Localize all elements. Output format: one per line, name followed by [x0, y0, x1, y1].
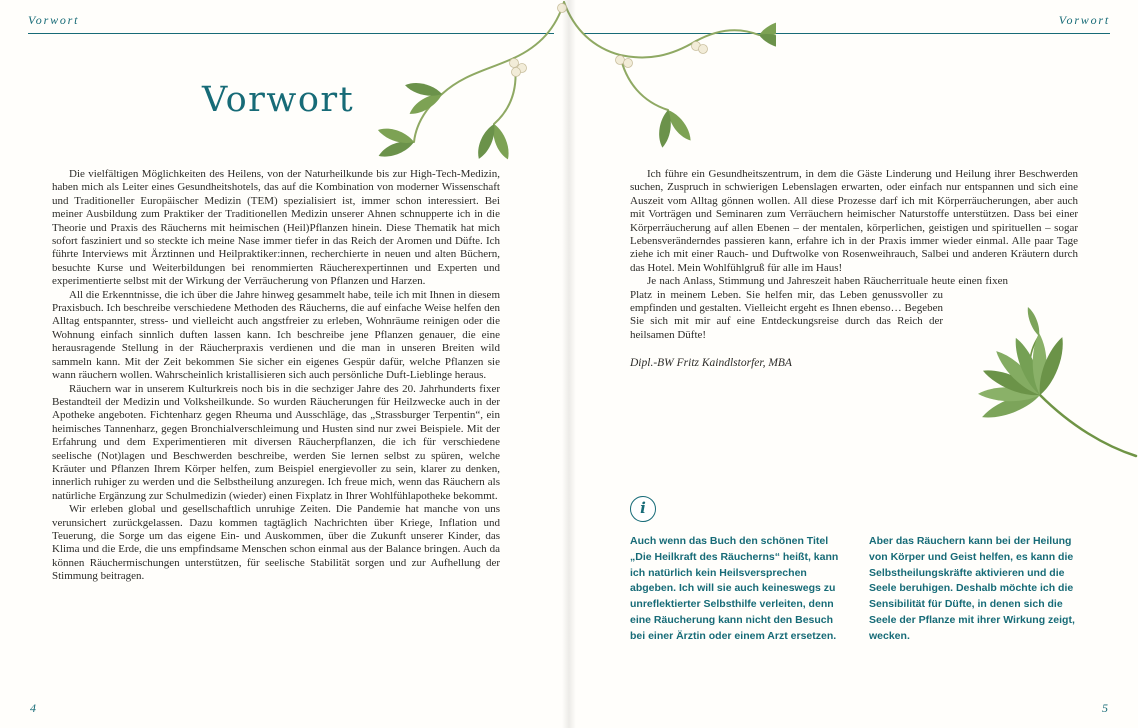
page-number-left: 4: [30, 701, 36, 715]
page-number-right: 5: [1102, 701, 1108, 715]
body-paragraph: Je nach Anlass, Stimmung und Jahreszeit haben Räucherrituale heute einen fixen Platz in meinem Leben. Sie helfen mir, das Leben genussvoller zu empfinden und gestalten. Vielleicht ergeht es Ihnen ebenso… Begeben Sie sich mit mir auf eine Entdeckungsreise durch das Reich der heilsamen Düfte!: [630, 275, 1008, 341]
leaf-illustration: [943, 298, 1138, 463]
infobox-column-left: Auch wenn das Buch den schönen Titel „Die Heilkraft des Räucherns“ heißt, kann ich natürlich kein Heilsversprechen abgeben. Ich will sie auch keineswegs zu unreflektierter Selbsthilfe verleiten, denn eine Räucherung kann nicht den Besuch bei einer Ärztin oder einem Arzt ersetzen.: [630, 535, 839, 642]
running-header-right: Vorwort: [1058, 13, 1110, 27]
infobox-column-right: Aber das Räuchern kann bei der Heilung von Körper und Geist helfen, es kann die Selbstheilungskräfte aktivieren und die Seele beruhigen. Deshalb möchte ich die Sensibilität für Düfte, in denen sich die Seele der Pflanze mit ihrer Wirkung zeigt, wecken.: [869, 535, 1075, 642]
info-icon: i: [630, 496, 656, 522]
body-paragraph: Wir erleben global und gesellschaftlich unruhige Zeiten. Die Pandemie hat manche von uns verunsichert zurückgelassen. Dazu kommen tagtäglich Nachrichten über Kriege, Inflation und Teuerung, die Sorge um das eigene Ein- und Auskommen, über die Zukunft unserer Kinder, das Klima und die Erde, die uns empfindsame Menschen schon einmal aus der Balance bringen. Auch da können Räuchermischungen unterstützen, für seelische Stabilität sorgen und zur Aufhellung der Stimmung beitragen.: [52, 503, 500, 583]
body-paragraph: Ich führe ein Gesundheitszentrum, in dem die Gäste Linderung und Heilung ihrer Beschwerden suchen, Zuspruch in schwierigen Lebenslagen erwarten, oder einfach nur entspannen und sich eine Auszeit vom Alltag gönnen wollen. All diese Prozesse darf ich mit Körperräucherungen, aber auch mit Vorträgen und Seminaren zum Verräuchern heimischer Naturstoffe unterstützen. Dass bei einer Körperräucherung auf allen Ebenen – der mentalen, körperlichen, geistigen und spirituellen – sogar Lebensveränderndes passieren kann, erfahre ich in der Praxis immer wieder einmal. Alle paar Tage ziehe ich mit einer Rauch- und Duftwolke von Rosenweihrauch, Salbei und anderen Kräutern durch das Hotel. Mein Wohlfühlgruß für alle im Haus!: [630, 168, 1078, 274]
body-paragraph: Die vielfältigen Möglichkeiten des Heilens, von der Naturheilkunde bis zur High-Tech-Medizin, haben mich als Leiter eines Gesundheitshotels, das auf die Kombination von moderner Wissenschaft und Traditioneller Europäischer Medizin (TEM) spezialisiert ist, immer schon interessiert. Bei meiner Ausbildung zum Praktiker der Traditionellen Medizin unserer Ahnen schnupperte ich in die Theorie und Praxis des Räucherns mit heimischen (Heil)Pflanzen hinein. Diese Thematik hat mich sofort fasziniert und so steckte ich meine Nase immer tiefer in das Reich der Aromen und Düfte. Ich führte Interviews mit Ärztinnen und Heilpraktiker:innen, recherchierte in neuen und alten Büchern, besuchte Kurse und Weiterbildungen bei renommierten Räucherexpertinnen und Experten und experimentierte selbst mit der Wirkung der Verräucherung von Pflanzen und Harzen.: [52, 168, 500, 288]
body-paragraph: All die Erkenntnisse, die ich über die Jahre hinweg gesammelt habe, teile ich mit Ihnen in diesem Praxisbuch. Ich beschreibe verschiedene Methoden des Räucherns, die auf einfache Weise helfen den Alltag entspannter, stress- und vielleicht auch angstfreier zu erleben, Wohnräume reinigen oder die Wohnung einfach sinnlich duften lassen kann. Ich beschreibe jene Pflanzen genauer, die eine herausragende Stellung in der Räucherpraxis verdienen und die man in unseren Breiten wild sammeln kann. Mit der Zeit bekommen Sie sicher ein eigenes Gespür dafür, welche Pflanzen sie wann räuchern wollen. Wahrscheinlich kristallisieren sich auch persönliche Duft-Lieblinge heraus.: [52, 288, 500, 382]
left-text-column: [52, 168, 500, 584]
running-header-left: Vorwort: [28, 13, 80, 27]
infobox: [630, 496, 1082, 644]
body-paragraph: Räuchern war in unserem Kulturkreis noch bis in die sechziger Jahre des 20. Jahrhunderts fixer Bestandteil der Medizin und Volksheilkunde. So wurden Räucherungen für Heilzwecke auch in der Apotheke angeboten. Fichtenharz gegen Rheuma und Ausschläge, das „Strassburger Terpentin“, ein heimisches Tannenharz, gegen Bronchialverschleimung und Husten sind nur zwei Beispiele. Mit der Erfahrung und dem Experimentieren mit diversen Räucherpflanzen, die ich für verschiedene seelische (Not)lagen und Beschwerden beschreibe, werden Sie lernen selbst zu spüren, welche Kräuter und Pflanzen Ihrem Körper helfen, zum Beispiel energievoller zu sein, klarer zu denken, innerlich ruhiger zu werden und die Selbstheilung anzuregen. Ich freue mich, wenn das Räuchern als natürliche Ergänzung zur Schulmedizin (wieder) einen Fixplatz in Ihrer Wohlfühlapotheke bekommt.: [52, 382, 500, 502]
author-signature: Dipl.-BW Fritz Kaindlstorfer, MBA: [630, 357, 792, 370]
text-wrap-spacer: [1008, 275, 1078, 289]
page-title: Vorwort: [202, 80, 355, 120]
infobox-columns: [630, 534, 1082, 644]
mistletoe-illustration: [356, 0, 776, 165]
